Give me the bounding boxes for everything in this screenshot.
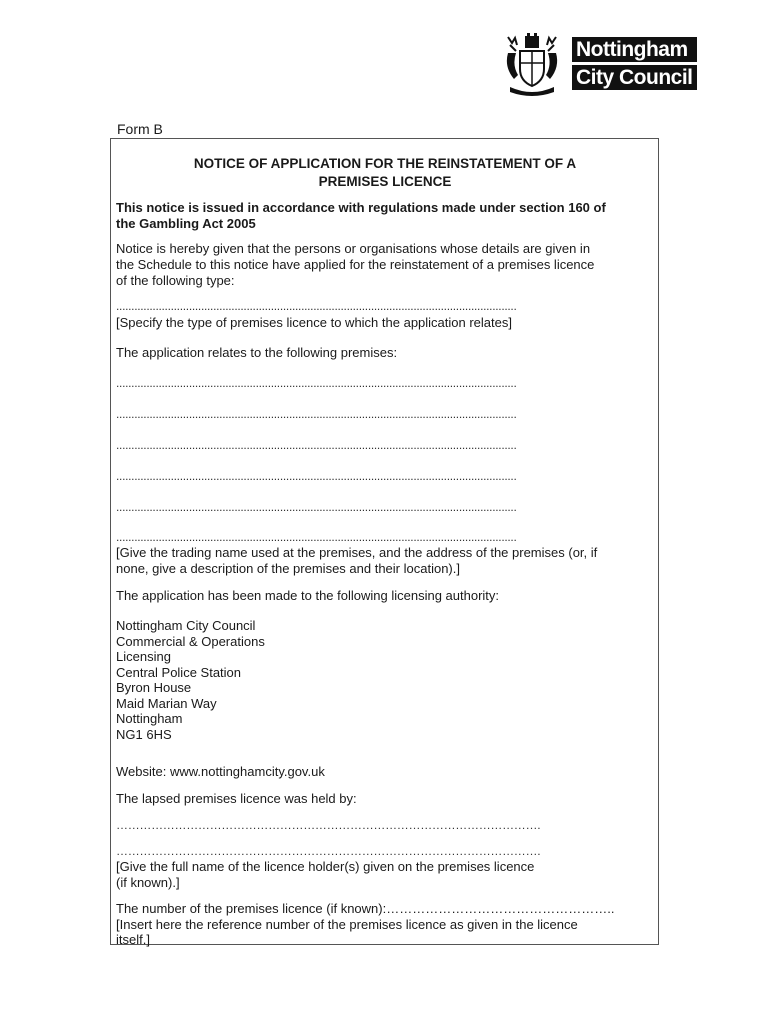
- address-line: Licensing: [116, 649, 171, 664]
- holder-field-line[interactable]: ……………………………………………………………………………………………….: [116, 844, 541, 858]
- form-label: Form B: [117, 121, 163, 137]
- reference-hint-line: [Insert here the reference number of the premises licence as given in the licence: [116, 917, 578, 932]
- title-line: NOTICE OF APPLICATION FOR THE REINSTATEMENT OF A: [193, 156, 577, 171]
- reference-hint-line: itself.]: [116, 932, 150, 947]
- premises-field-line[interactable]: ....................................................................................................................................: [116, 530, 517, 544]
- premises-hint-line: none, give a description of the premises and their location).]: [116, 561, 460, 576]
- council-wordmark: [572, 37, 697, 93]
- premises-hint-line: [Give the trading name used at the premises, and the address of the premises (or, if: [116, 545, 598, 560]
- council-logo: [500, 33, 700, 99]
- notice-line: Notice is hereby given that the persons or organisations whose details are given in: [116, 241, 591, 256]
- address-line: Commercial & Operations: [116, 633, 265, 649]
- notice-line: the Schedule to this notice have applied for the reinstatement of a premises licence: [116, 257, 595, 272]
- holder-field-line[interactable]: ……………………………………………………………………………………………….: [116, 818, 541, 832]
- holder-hint-line: [Give the full name of the licence holder(s) given on the premises licence: [116, 859, 535, 874]
- address-line: Nottingham: [116, 711, 183, 726]
- premises-field-line[interactable]: ....................................................................................................................................: [116, 407, 517, 421]
- licence-type-field[interactable]: ....................................................................................................................................: [116, 299, 517, 313]
- licence-type-hint: [Specify the type of premises licence to which the application relates]: [116, 315, 512, 330]
- premises-field-line[interactable]: ....................................................................................................................................: [116, 438, 517, 452]
- address-line: Byron House: [116, 680, 192, 695]
- coat-of-arms-icon: [500, 33, 564, 99]
- premises-label: The application relates to the following premises:: [116, 345, 398, 360]
- address-line: Central Police Station: [116, 664, 242, 680]
- wordmark-line-1: Nottingham: [572, 37, 697, 62]
- address-line: NG1 6HS: [116, 726, 172, 742]
- address-line: Maid Marian Way: [116, 695, 217, 711]
- premises-field-line[interactable]: ....................................................................................................................................: [116, 376, 517, 390]
- form-title: [130, 155, 640, 191]
- licence-number-field[interactable]: The number of the premises licence (if known):……………………………………………..: [116, 901, 615, 916]
- premises-field-line[interactable]: ....................................................................................................................................: [116, 500, 517, 514]
- lapsed-label: The lapsed premises licence was held by:: [116, 791, 357, 806]
- intro-line: the Gambling Act 2005: [116, 215, 256, 231]
- wordmark-line-2: City Council: [572, 65, 697, 90]
- website-link[interactable]: Website: www.nottinghamcity.gov.uk: [116, 764, 325, 779]
- premises-field-line[interactable]: ....................................................................................................................................: [116, 469, 517, 483]
- notice-line: of the following type:: [116, 273, 235, 288]
- address-line: Nottingham City Council: [116, 618, 256, 633]
- authority-label: The application has been made to the following licensing authority:: [116, 588, 500, 603]
- title-line: PREMISES LICENCE: [318, 174, 452, 189]
- holder-hint-line: (if known).]: [116, 875, 180, 890]
- intro-line: This notice is issued in accordance with regulations made under section 160 of: [116, 200, 606, 215]
